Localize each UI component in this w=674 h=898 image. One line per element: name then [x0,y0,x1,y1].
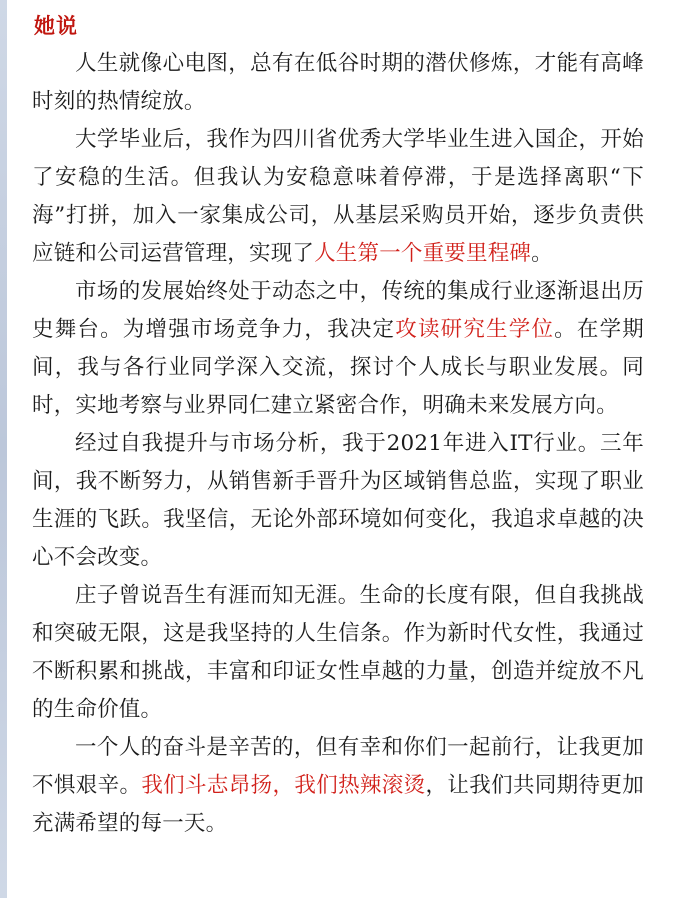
page-title: 她说 [34,13,78,38]
highlighted-text-run: 攻读研究生学位 [395,317,555,343]
text-run: 庄子曾说吾生有涯而知无涯。生命的长度有限，但自我挑战和突破无限，这是我坚持的人生信条。作为新时代女性，我通过不断积累和挑战，丰富和印证女性卓越的力量，创造并绽放不凡的生命价值。 [32,583,644,723]
left-margin-rule [0,0,7,898]
paragraph-4 [32,425,644,577]
paragraph-3 [32,273,644,425]
highlighted-text-run: 人生第一个重要里程碑 [314,241,532,267]
text-run: 市场的发展始终处于动态之中，传统的集成行业逐渐退出历史舞台。为增强市场竞争力，我决定 [32,279,644,343]
highlighted-text-run: 我们斗志昂扬，我们热辣滚烫 [141,773,426,799]
paragraph-5 [32,577,644,729]
text-run: 大学毕业后，我作为四川省优秀大学毕业生进入国企，开始了安稳的生活。但我认为安稳意味着停滞，于是选择离职“下海”打拼，加入一家集成公司，从基层采购员开始，逐步负责供应链和公司运营管理，实现了 [32,127,644,267]
article-body [32,45,644,843]
text-run: 人生就像心电图，总有在低谷时期的潜伏修炼，才能有高峰时刻的热情绽放。 [32,51,644,115]
text-run: 。在学期间，我与各行业同学深入交流，探讨个人成长与职业发展。同时，实地考察与业界同仁建立紧密合作，明确未来发展方向。 [32,317,644,419]
paragraph-2 [32,121,644,273]
paragraph-1 [32,45,644,121]
paragraph-6 [32,729,644,843]
text-run: 。 [531,241,553,267]
text-run: 经过自我提升与市场分析，我于2021年进入IT行业。三年间，我不断努力，从销售新手晋升为区域销售总监，实现了职业生涯的飞跃。我坚信，无论外部环境如何变化，我追求卓越的决心不会改变。 [32,431,644,571]
text-run: ，让我们共同期待更加充满希望的每一天。 [32,773,644,837]
text-run: 一个人的奋斗是辛苦的，但有幸和你们一起前行，让我更加不惧艰辛。 [32,735,644,799]
